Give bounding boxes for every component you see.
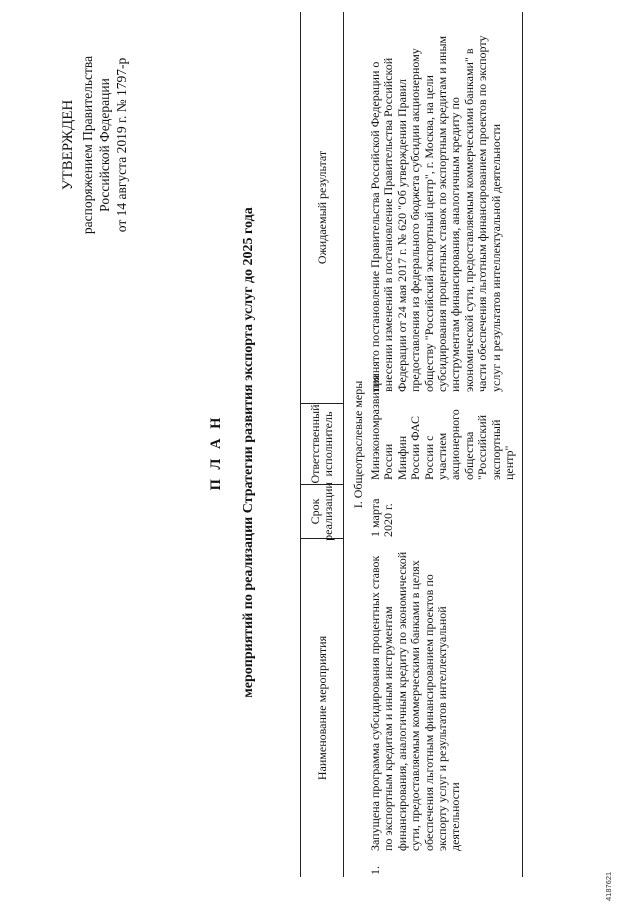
row-number: 1. (368, 866, 382, 875)
header-name: Наименование мероприятия (314, 635, 329, 781)
approval-line-3: Российской Федерации (97, 78, 112, 212)
header-result: Ожидаемый результат (301, 12, 343, 404)
plan-table (300, 12, 523, 877)
row-name: Запущена программа субсидирования процентных ставок по экспортным кредитам и иным инструментам финансирования, аналогичным кредиту по экономической сути, предоставляемым коммерческими банками в целях обеспечения льготным финансированием проектов по экспорту услуг и результатов интеллектуальной деятельности (368, 551, 463, 851)
approval-line-4: от 14 августа 2019 г. № 1797-р (114, 57, 129, 233)
document-code: 4187621 (604, 871, 613, 901)
plan-heading: П Л А Н (208, 414, 224, 491)
approval-line-2: распоряжением Правительства (80, 55, 95, 235)
approval-block (60, 25, 130, 265)
header-responsible: Ответственный исполнитель (301, 404, 343, 485)
table-header (301, 12, 344, 877)
row-result: принято постановление Правительства Российской Федерации о внесении изменений в постановление Правительства Российской Федерации от 24 мая 2017 г. № 620 "Об утверждении Правил предоставления из федерального бюджета субсидии акционерному обществу "Российский экспортный центр", г. Москва, на цели субсидирования процентных ставок по экспортным кредитам и иным инструментам финансирования, аналогичным кредиту по экономической сути, предоставляемым коммерческими банками" в части обеспечения льготным финансированием проектов по экспорту услуг и результатов интеллектуальной деятельности (368, 35, 503, 392)
row-term: 1 марта 2020 г. (368, 498, 396, 537)
plan-subtitle: мероприятий по реализации Стратегии развития экспорта услуг до 2025 года (241, 207, 256, 698)
table-row (369, 12, 522, 877)
row-responsible: Минэкономразвития России Минфин России ФАС России с участием акционерного общества "Российский экспортный центр" (368, 374, 517, 480)
approval-stamp: УТВЕРЖДЕН (60, 99, 76, 191)
header-term: Срок реализации (301, 485, 343, 539)
document-title (208, 0, 257, 905)
section-heading: I. Общеотраслевые меры (351, 380, 365, 509)
